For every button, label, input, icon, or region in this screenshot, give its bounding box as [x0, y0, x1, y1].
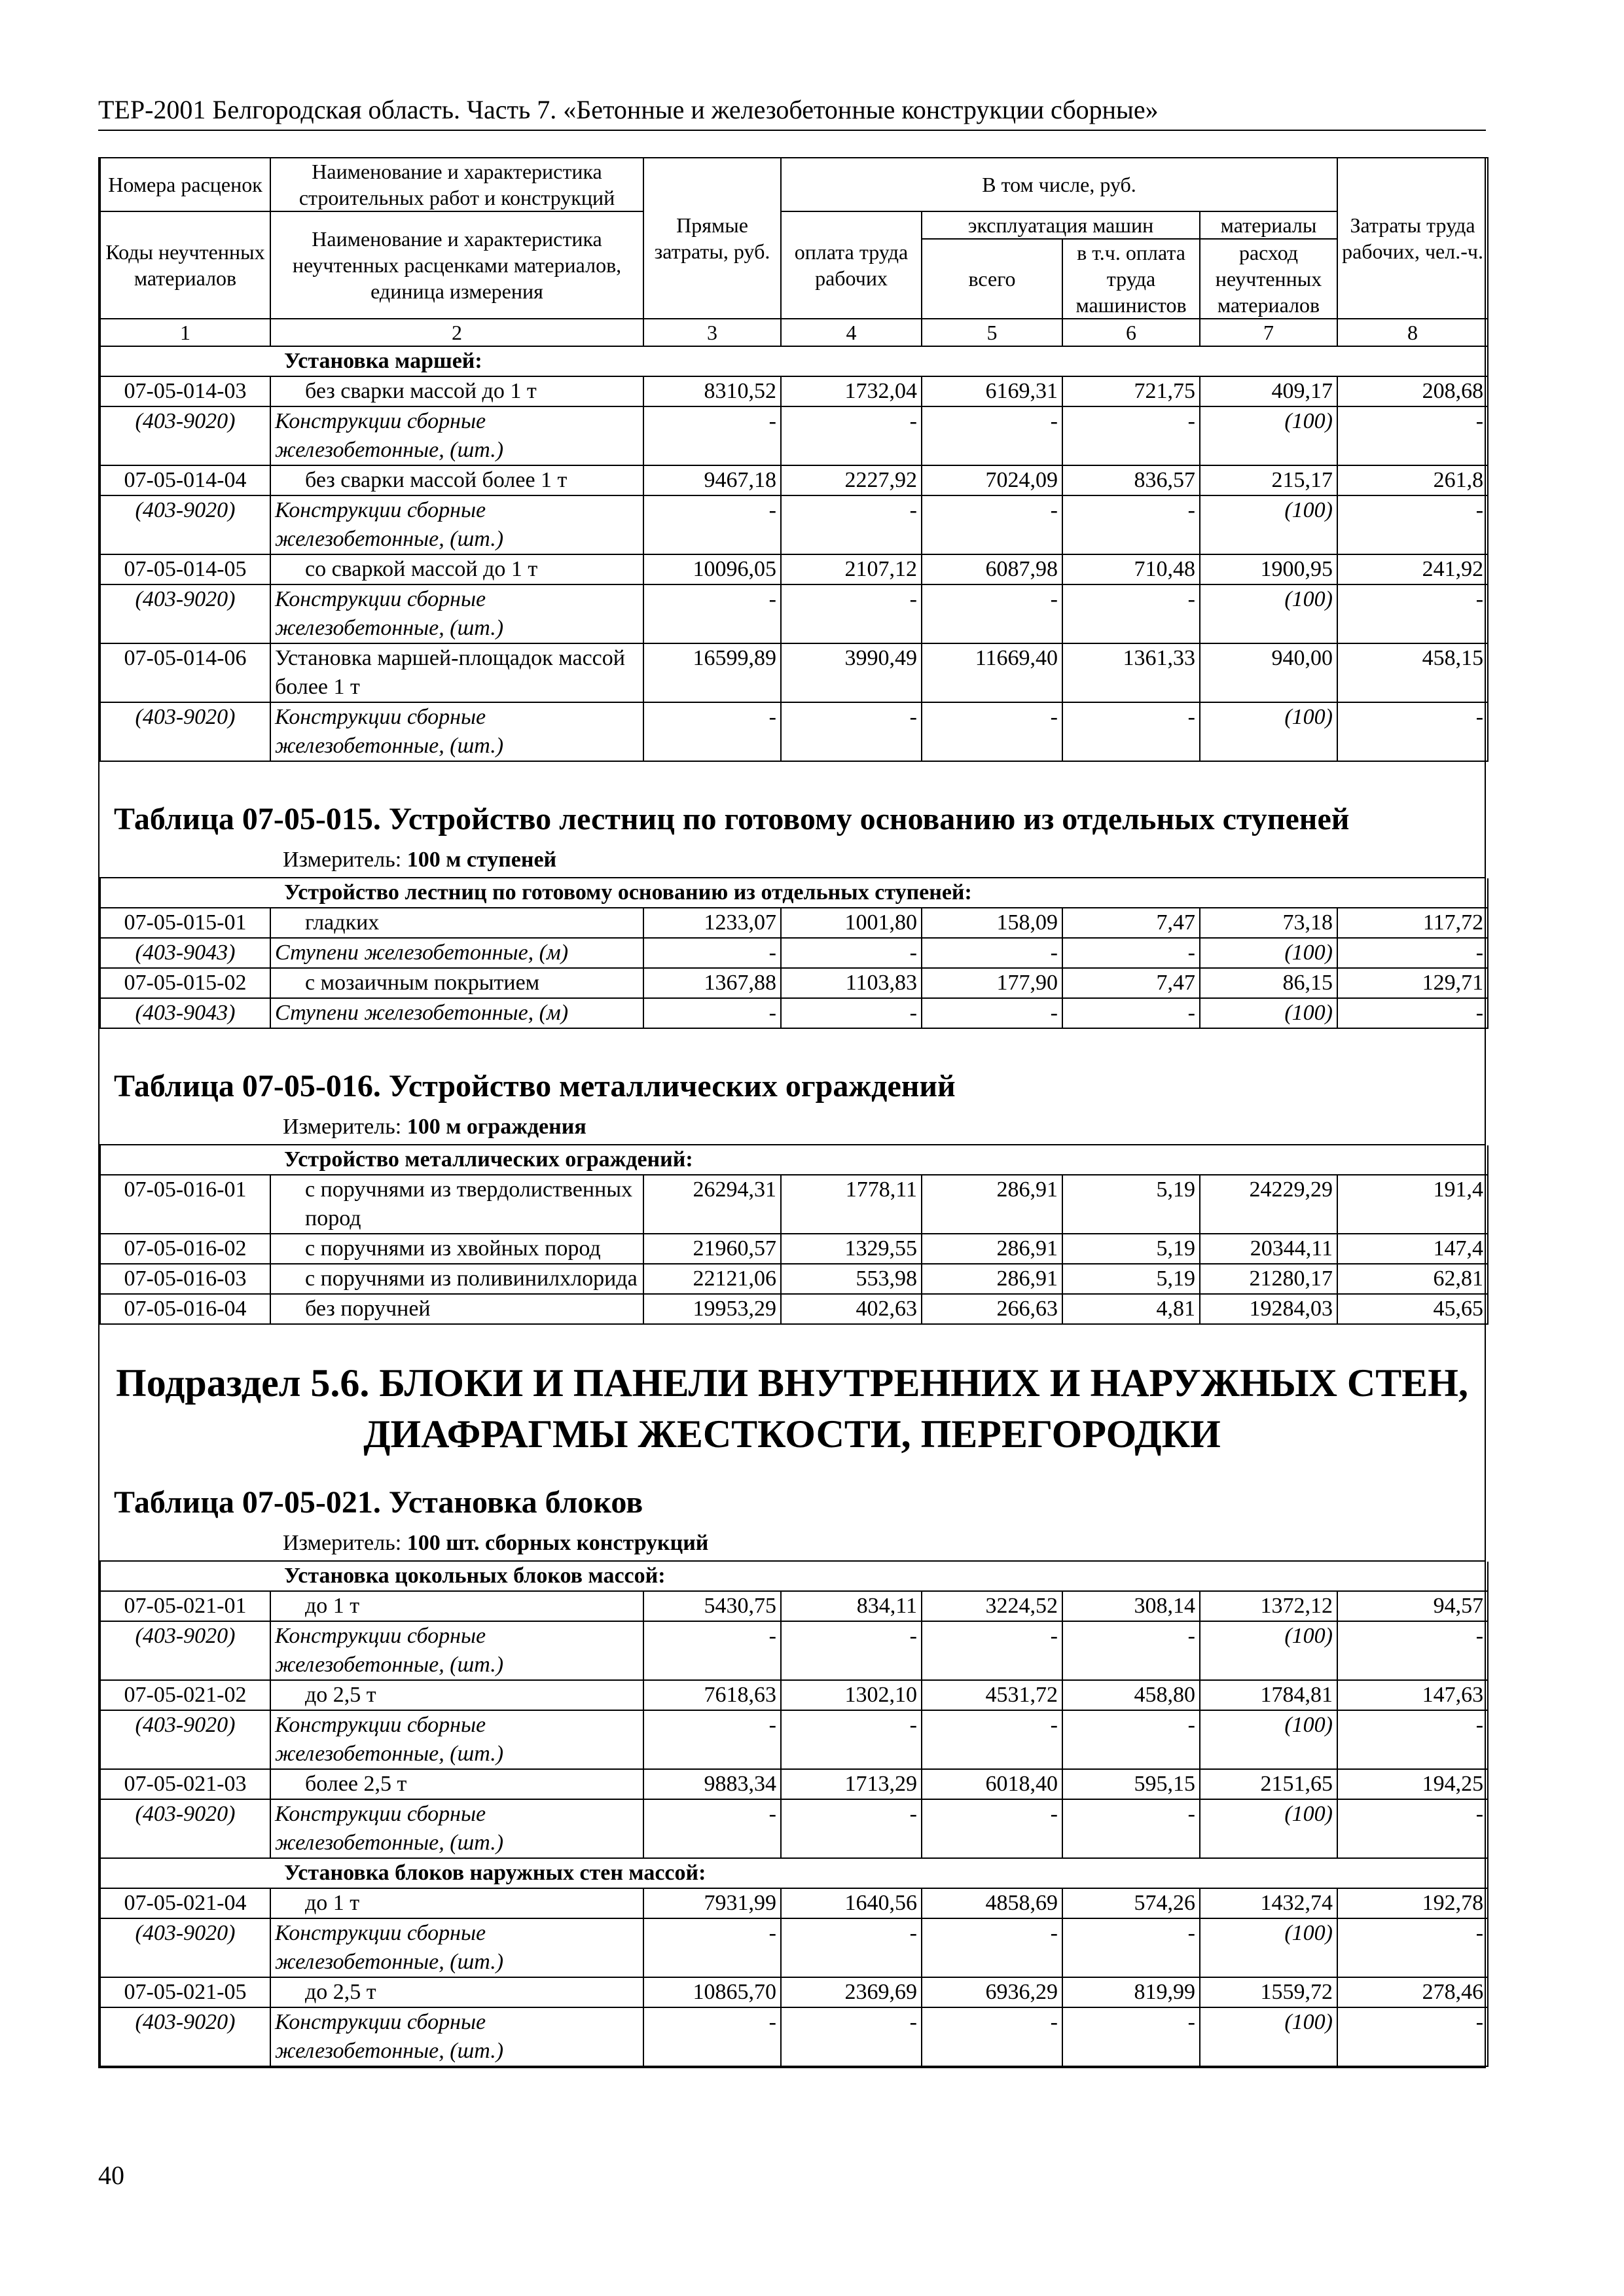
rate-code: 07-05-014-03 — [100, 376, 270, 406]
column-number: 8 — [1337, 319, 1488, 346]
rate-code: 07-05-016-02 — [100, 1234, 270, 1264]
labor-costs: 147,4 — [1337, 1234, 1488, 1264]
rate-name: более 2,5 т — [270, 1769, 643, 1799]
material-code: (403-9020) — [100, 1799, 270, 1858]
rate-name: до 1 т — [270, 1888, 643, 1918]
rate-code: 07-05-021-02 — [100, 1680, 270, 1710]
machinist-wages: 1361,33 — [1062, 643, 1200, 702]
direct-costs: 1233,07 — [643, 908, 781, 938]
machines-total: 286,91 — [922, 1175, 1062, 1234]
table-row — [100, 1591, 1488, 1621]
table-row-material: (403-9020) Конструкции сборные железобетонные, (шт.) - - - - (100) - — [100, 1710, 1488, 1769]
header-work-name: Наименование и характеристика строительных работ и конструкций — [270, 158, 643, 211]
material-code: (403-9043) — [100, 998, 270, 1028]
group-heading: Установка цокольных блоков массой: — [100, 1562, 1488, 1591]
measure-line: Измеритель: 100 шт. сборных конструкций — [99, 1529, 1485, 1562]
material-name: Конструкции сборные железобетонные, (шт.) — [270, 1799, 643, 1858]
wages: 1640,56 — [781, 1888, 922, 1918]
group-heading: Устройство лестниц по готовому основанию из отдельных ступеней: — [100, 878, 1488, 908]
materials: 86,15 — [1200, 968, 1337, 998]
table-row — [100, 465, 1488, 495]
materials: 2151,65 — [1200, 1769, 1337, 1799]
labor-costs: 192,78 — [1337, 1888, 1488, 1918]
table-row-material: (403-9020) Конструкции сборные железобетонные, (шт.) - - - - (100) - — [100, 1799, 1488, 1858]
wages: 402,63 — [781, 1294, 922, 1324]
material-name: Конструкции сборные железобетонные, (шт.) — [270, 1710, 643, 1769]
machines-total: 11669,40 — [922, 643, 1062, 702]
machines-total: 6018,40 — [922, 1769, 1062, 1799]
column-number: 2 — [270, 319, 643, 346]
rate-name: с поручнями из поливинилхлорида — [270, 1264, 643, 1294]
machines-total: 6169,31 — [922, 376, 1062, 406]
machinist-wages: 5,19 — [1062, 1264, 1200, 1294]
material-name: Конструкции сборные железобетонные, (шт.) — [270, 1621, 643, 1680]
labor-costs: 191,4 — [1337, 1175, 1488, 1234]
table-row — [100, 1769, 1488, 1799]
material-percent: (100) — [1200, 2007, 1337, 2066]
labor-costs: 117,72 — [1337, 908, 1488, 938]
header-including: В том числе, руб. — [781, 158, 1337, 211]
rate-name: Установка маршей-площадок массой более 1 т — [270, 643, 643, 702]
material-percent: (100) — [1200, 584, 1337, 643]
material-name: Конструкции сборные железобетонные, (шт.) — [270, 702, 643, 761]
rate-code: 07-05-021-05 — [100, 1977, 270, 2007]
material-name: Конструкции сборные железобетонные, (шт.) — [270, 584, 643, 643]
labor-costs: 147,63 — [1337, 1680, 1488, 1710]
table-row — [100, 968, 1488, 998]
machines-total: 158,09 — [922, 908, 1062, 938]
table-07-05-015 — [99, 878, 1489, 1029]
header-rate-numbers: Номера расценок — [100, 158, 270, 211]
rate-code: 07-05-015-02 — [100, 968, 270, 998]
material-code: (403-9020) — [100, 495, 270, 554]
group-heading: Установка маршей: — [100, 347, 1488, 376]
machines-total: 6936,29 — [922, 1977, 1062, 2007]
materials: 1559,72 — [1200, 1977, 1337, 2007]
table-row-material: (403-9043) Ступени железобетонные, (м) - - - - (100) - — [100, 998, 1488, 1028]
rate-name: со сваркой массой до 1 т — [270, 554, 643, 584]
rate-code: 07-05-021-03 — [100, 1769, 270, 1799]
table-row-material: (403-9020) Конструкции сборные железобетонные, (шт.) - - - - (100) - — [100, 406, 1488, 465]
direct-costs: 16599,89 — [643, 643, 781, 702]
rate-code: 07-05-021-04 — [100, 1888, 270, 1918]
rate-name: до 2,5 т — [270, 1680, 643, 1710]
column-number: 5 — [922, 319, 1062, 346]
table-row — [100, 1264, 1488, 1294]
machines-total: 266,63 — [922, 1294, 1062, 1324]
machinist-wages: 819,99 — [1062, 1977, 1200, 2007]
machines-total: 6087,98 — [922, 554, 1062, 584]
material-percent: (100) — [1200, 1918, 1337, 1977]
table-row — [100, 908, 1488, 938]
machinist-wages: 5,19 — [1062, 1234, 1200, 1264]
materials: 1372,12 — [1200, 1591, 1337, 1621]
table-row — [100, 554, 1488, 584]
wages: 1302,10 — [781, 1680, 922, 1710]
direct-costs: 26294,31 — [643, 1175, 781, 1234]
machines-total: 286,91 — [922, 1264, 1062, 1294]
group-heading: Установка блоков наружных стен массой: — [100, 1858, 1488, 1888]
table-row-material: (403-9020) Конструкции сборные железобетонные, (шт.) - - - - (100) - — [100, 495, 1488, 554]
table-row — [100, 1234, 1488, 1264]
material-percent: (100) — [1200, 938, 1337, 968]
labor-costs: 94,57 — [1337, 1591, 1488, 1621]
machinist-wages: 458,80 — [1062, 1680, 1200, 1710]
direct-costs: 7618,63 — [643, 1680, 781, 1710]
material-code: (403-9020) — [100, 584, 270, 643]
rate-name: без сварки массой более 1 т — [270, 465, 643, 495]
wages: 1732,04 — [781, 376, 922, 406]
direct-costs: 10096,05 — [643, 554, 781, 584]
machines-total: 3224,52 — [922, 1591, 1062, 1621]
wages: 1713,29 — [781, 1769, 922, 1799]
table-row — [100, 1294, 1488, 1324]
direct-costs: 1367,88 — [643, 968, 781, 998]
labor-costs: 208,68 — [1337, 376, 1488, 406]
rate-code: 07-05-014-06 — [100, 643, 270, 702]
material-percent: (100) — [1200, 702, 1337, 761]
header-table — [99, 157, 1489, 347]
materials: 215,17 — [1200, 465, 1337, 495]
direct-costs: 7931,99 — [643, 1888, 781, 1918]
materials: 940,00 — [1200, 643, 1337, 702]
labor-costs: 458,15 — [1337, 643, 1488, 702]
page-header: ТЕР-2001 Белгородская область. Часть 7. «Бетонные и железобетонные конструкции сборные» — [98, 92, 1486, 131]
direct-costs: 22121,06 — [643, 1264, 781, 1294]
machines-total: 177,90 — [922, 968, 1062, 998]
machinist-wages: 7,47 — [1062, 968, 1200, 998]
material-name: Конструкции сборные железобетонные, (шт.) — [270, 495, 643, 554]
materials: 409,17 — [1200, 376, 1337, 406]
labor-costs: 278,46 — [1337, 1977, 1488, 2007]
machines-total: 286,91 — [922, 1234, 1062, 1264]
wages: 553,98 — [781, 1264, 922, 1294]
material-percent: (100) — [1200, 495, 1337, 554]
header-machines-total: всего — [922, 239, 1062, 319]
table-row-material: (403-9020) Конструкции сборные железобетонные, (шт.) - - - - (100) - — [100, 1918, 1488, 1977]
materials: 73,18 — [1200, 908, 1337, 938]
column-number: 7 — [1200, 319, 1337, 346]
table-title: Таблица 07-05-016. Устройство металлических ограждений — [114, 1069, 956, 1103]
labor-costs: 129,71 — [1337, 968, 1488, 998]
document-body — [98, 157, 1486, 2068]
rate-code: 07-05-014-05 — [100, 554, 270, 584]
table-row — [100, 376, 1488, 406]
rate-name: до 2,5 т — [270, 1977, 643, 2007]
table-row-material: (403-9043) Ступени железобетонные, (м) - - - - (100) - — [100, 938, 1488, 968]
material-code: (403-9020) — [100, 406, 270, 465]
labor-costs: 241,92 — [1337, 554, 1488, 584]
materials: 1432,74 — [1200, 1888, 1337, 1918]
direct-costs: 9467,18 — [643, 465, 781, 495]
labor-costs: 45,65 — [1337, 1294, 1488, 1324]
machinist-wages: 721,75 — [1062, 376, 1200, 406]
rate-name: до 1 т — [270, 1591, 643, 1621]
group-heading: Устройство металлических ограждений: — [100, 1145, 1488, 1175]
machines-total: 4858,69 — [922, 1888, 1062, 1918]
materials: 20344,11 — [1200, 1234, 1337, 1264]
rate-code: 07-05-016-03 — [100, 1264, 270, 1294]
material-code: (403-9020) — [100, 1621, 270, 1680]
measure-line: Измеритель: 100 м ограждения — [99, 1113, 1485, 1145]
material-name: Конструкции сборные железобетонные, (шт.) — [270, 1918, 643, 1977]
wages: 3990,49 — [781, 643, 922, 702]
direct-costs: 9883,34 — [643, 1769, 781, 1799]
materials: 19284,03 — [1200, 1294, 1337, 1324]
material-percent: (100) — [1200, 1799, 1337, 1858]
header-machines: эксплуатация машин — [922, 211, 1200, 239]
wages: 834,11 — [781, 1591, 922, 1621]
materials: 1900,95 — [1200, 554, 1337, 584]
rate-name: с мозаичным покрытием — [270, 968, 643, 998]
material-name: Конструкции сборные железобетонные, (шт.) — [270, 406, 643, 465]
table-row-material: (403-9020) Конструкции сборные железобетонные, (шт.) - - - - (100) - — [100, 1621, 1488, 1680]
material-code: (403-9020) — [100, 702, 270, 761]
column-number: 1 — [100, 319, 270, 346]
rate-code: 07-05-015-01 — [100, 908, 270, 938]
material-percent: (100) — [1200, 998, 1337, 1028]
wages: 2227,92 — [781, 465, 922, 495]
page-number: 40 — [98, 2161, 124, 2190]
material-percent: (100) — [1200, 1710, 1337, 1769]
rate-name: без поручней — [270, 1294, 643, 1324]
table-row — [100, 1680, 1488, 1710]
header-labor-costs: Затраты труда рабочих, чел.-ч. — [1337, 158, 1488, 319]
machinist-wages: 7,47 — [1062, 908, 1200, 938]
header-direct-costs: Прямые затраты, руб. — [643, 158, 781, 319]
rate-code: 07-05-016-01 — [100, 1175, 270, 1234]
table-row — [100, 1175, 1488, 1234]
column-number: 3 — [643, 319, 781, 346]
table-row — [100, 1888, 1488, 1918]
labor-costs: 261,8 — [1337, 465, 1488, 495]
table-07-05-016 — [99, 1145, 1489, 1325]
rate-name: гладких — [270, 908, 643, 938]
section-title: Подраздел 5.6. БЛОКИ И ПАНЕЛИ ВНУТРЕННИХ И НАРУЖНЫХ СТЕН, ДИАФРАГМЫ ЖЕСТКОСТИ, ПЕРЕГОРОДКИ — [116, 1361, 1468, 1456]
material-code: (403-9020) — [100, 2007, 270, 2066]
header-material-codes: Коды неучтенных материалов — [100, 211, 270, 319]
material-percent: (100) — [1200, 406, 1337, 465]
machines-total: 4531,72 — [922, 1680, 1062, 1710]
material-code: (403-9020) — [100, 1918, 270, 1977]
machines-total: 7024,09 — [922, 465, 1062, 495]
machinist-wages: 710,48 — [1062, 554, 1200, 584]
table-title: Таблица 07-05-021. Установка блоков — [114, 1485, 643, 1520]
direct-costs: 19953,29 — [643, 1294, 781, 1324]
table-row-material: (403-9020) Конструкции сборные железобетонные, (шт.) - - - - (100) - — [100, 584, 1488, 643]
machinist-wages: 595,15 — [1062, 1769, 1200, 1799]
column-number: 6 — [1062, 319, 1200, 346]
table-title: Таблица 07-05-015. Устройство лестниц по готовому основанию из отдельных ступеней — [114, 802, 1350, 836]
rate-name: с поручнями из хвойных пород — [270, 1234, 643, 1264]
wages: 1103,83 — [781, 968, 922, 998]
rate-name: без сварки массой до 1 т — [270, 376, 643, 406]
machinist-wages: 5,19 — [1062, 1175, 1200, 1234]
materials: 1784,81 — [1200, 1680, 1337, 1710]
materials: 24229,29 — [1200, 1175, 1337, 1234]
material-code: (403-9043) — [100, 938, 270, 968]
wages: 2369,69 — [781, 1977, 922, 2007]
rate-code: 07-05-021-01 — [100, 1591, 270, 1621]
wages: 1778,11 — [781, 1175, 922, 1234]
header-materials: материалы — [1200, 211, 1337, 239]
machinist-wages: 836,57 — [1062, 465, 1200, 495]
direct-costs: 8310,52 — [643, 376, 781, 406]
material-name: Ступени железобетонные, (м) — [270, 938, 643, 968]
machinist-wages: 574,26 — [1062, 1888, 1200, 1918]
labor-costs: 62,81 — [1337, 1264, 1488, 1294]
table-07-05-021 — [99, 1562, 1489, 2067]
machinist-wages: 308,14 — [1062, 1591, 1200, 1621]
labor-costs: 194,25 — [1337, 1769, 1488, 1799]
header-material-consumption: расход неучтенных материалов — [1200, 239, 1337, 319]
rate-code: 07-05-014-04 — [100, 465, 270, 495]
table-row — [100, 1977, 1488, 2007]
material-name: Конструкции сборные железобетонные, (шт.) — [270, 2007, 643, 2066]
rate-name: с поручнями из твердолиственных пород — [270, 1175, 643, 1234]
wages: 1001,80 — [781, 908, 922, 938]
table-07-05-014: Установка маршей: 07-05-014-03 без сварки массой до 1 т 8310,52 1732,04 6169,31 721,75 409,17 208,68 (403-9020) Конструкции сборные железобетонные, (шт.) - - - - (100) - 07-05-014-04 без сварки массой более 1 т 9467,18 2227,92 7024,09 836,57 215,17 261,8 (403-9020) Конструкции сборные железобетонные, (шт.) - - - - (100) - 07-05-014-05 со сваркой массой до 1 т 10096,05 2107,12 6087,98 710,48 1900,95 241,92 (403-9020) Конструкции сборные железобетонные, (шт.) - - - - (100) - 07-05-014-06 Установка маршей-площадок массой более 1 т 16599,89 3990,49 11669,40 1361,33 940,00 458,15 (403-9020) Конструкции сборные железобетонные, (шт.) - - - - (100) - — [99, 347, 1489, 762]
machinist-wages: 4,81 — [1062, 1294, 1200, 1324]
material-percent: (100) — [1200, 1621, 1337, 1680]
rate-code: 07-05-016-04 — [100, 1294, 270, 1324]
wages: 1329,55 — [781, 1234, 922, 1264]
direct-costs: 5430,75 — [643, 1591, 781, 1621]
header-wages: оплата труда рабочих — [781, 211, 922, 319]
header-material-name: Наименование и характеристика неучтенных расценками материалов, единица измерения — [270, 211, 643, 319]
wages: 2107,12 — [781, 554, 922, 584]
column-number: 4 — [781, 319, 922, 346]
material-name: Ступени железобетонные, (м) — [270, 998, 643, 1028]
direct-costs: 21960,57 — [643, 1234, 781, 1264]
materials: 21280,17 — [1200, 1264, 1337, 1294]
material-code: (403-9020) — [100, 1710, 270, 1769]
header-machinist-wages: в т.ч. оплата труда машинистов — [1062, 239, 1200, 319]
direct-costs: 10865,70 — [643, 1977, 781, 2007]
table-row-material: (403-9020) Конструкции сборные железобетонные, (шт.) - - - - (100) - — [100, 2007, 1488, 2066]
measure-line: Измеритель: 100 м ступеней — [99, 846, 1485, 878]
